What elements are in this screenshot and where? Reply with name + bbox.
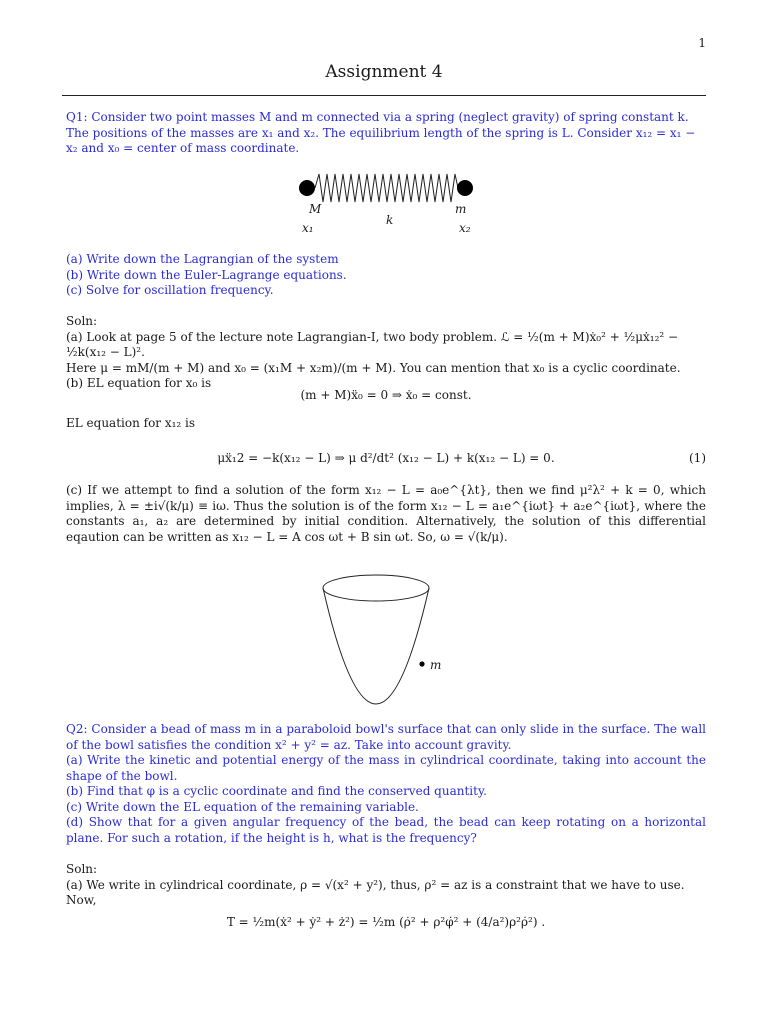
bead-dot bbox=[419, 661, 424, 666]
label-k: k bbox=[386, 213, 394, 227]
spring-diagram bbox=[290, 168, 490, 204]
bowl-rim bbox=[323, 575, 429, 601]
q1-part-c: (c) Solve for oscillation frequency. bbox=[66, 283, 274, 297]
soln1-block bbox=[66, 314, 706, 392]
q1-intro bbox=[66, 110, 706, 157]
soln2-heading: Soln: bbox=[66, 862, 98, 876]
mass-m-dot bbox=[457, 180, 473, 196]
equation-x0: (m + M)ẍ₀ = 0 ⇒ ẋ₀ = const. bbox=[300, 388, 472, 402]
soln1-el-x12: EL equation for x₁₂ is bbox=[66, 416, 196, 430]
page-title: Assignment 4 bbox=[325, 62, 443, 82]
bowl-wall bbox=[323, 588, 429, 704]
q1-part-a: (a) Write down the Lagrangian of the system bbox=[66, 252, 339, 266]
equation-x12: μẍ₁2 = −k(x₁₂ − L) ⇒ μ d²/dt² (x₁₂ − L) + k(x₁₂ − L) = 0. bbox=[217, 451, 555, 465]
soln1-c-text: (c) If we attempt to find a solution of the form x₁₂ − L = a₀e^{λt}, then we find μ²λ² + k = 0, which implies, λ = ±i√(k/μ) ≡ iω. Thus the solution is of the form x₁₂ − L = a₁e^{iωt} + a₂e^{iωt}, where the constants a₁, a₂ are determined by initial condition. Alternatively, the solution of this differential eqaution can be written as x₁₂ − L = A cos ωt + B sin ωt. So, ω = √(k/μ). bbox=[66, 483, 706, 544]
bead-label: m bbox=[430, 658, 442, 672]
mass-M-dot bbox=[299, 180, 315, 196]
q2-part-c: (c) Write down the EL equation of the remaining variable. bbox=[66, 799, 419, 814]
q2-part-d: (d) Show that for a given angular frequency of the bead, the bead can keep rotating on a horizontal plane. For such a rotation, if the height is h, what is the frequency? bbox=[66, 815, 706, 845]
paraboloid-bowl-diagram bbox=[318, 570, 438, 708]
q2-part-b: (b) Find that φ is a cyclic coordinate and find the conserved quantity. bbox=[66, 784, 487, 798]
soln2-a-line: (a) We write in cylindrical coordinate, ρ = √(x² + y²), thus, ρ² = az is a constraint that we have to use. Now, bbox=[66, 877, 685, 907]
soln1-b-line: (b) EL equation for x₀ is bbox=[66, 376, 212, 390]
q2-intro: Q2: Consider a bead of mass m in a paraboloid bowl's surface that can only slide in the surface. The wall of the bowl satisfies the condition x² + y² = az. Take into account gravity. bbox=[66, 722, 706, 752]
label-x1: x₁ bbox=[302, 221, 314, 235]
q2-part-a: (a) Write the kinetic and potential energy of the mass in cylindrical coordinate, taking into account the shape of the bowl. bbox=[66, 753, 706, 783]
label-m: m bbox=[455, 202, 467, 216]
q1-parts bbox=[66, 252, 706, 299]
label-x2: x₂ bbox=[459, 221, 471, 235]
equation-kinetic-energy: T = ½m(ẋ² + ẏ² + ż²) = ½m (ρ̇² + ρ²φ̇² + (4/a²)ρ²ρ̇²) . bbox=[226, 915, 546, 929]
equation-number: (1) bbox=[689, 451, 706, 465]
spring-coil bbox=[315, 174, 458, 202]
q1-intro-text: Q1: Consider two point masses M and m connected via a spring (neglect gravity) of spring constant k. The positions of the masses are x₁ and x₂. The equilibrium length of the spring is L. Consider x₁₂ = x₁ − x₂ and x₀ = center of mass coordinate. bbox=[66, 110, 696, 155]
title-rule bbox=[62, 95, 706, 96]
q1-part-b: (b) Write down the Euler-Lagrange equations. bbox=[66, 267, 347, 282]
soln1-a-line1: (a) Look at page 5 of the lecture note Lagrangian-I, two body problem. ℒ = ½(m + M)ẋ₀² + ½μẋ₁₂² − ½k(x₁₂ − L)². bbox=[66, 329, 679, 359]
soln1-heading: Soln: bbox=[66, 314, 98, 328]
page-number: 1 bbox=[698, 36, 706, 50]
label-M: M bbox=[309, 202, 322, 216]
soln2-block bbox=[66, 862, 706, 909]
soln1-a-line2: Here μ = mM/(m + M) and x₀ = (x₁M + x₂m)/(m + M). You can mention that x₀ is a cyclic coordinate. bbox=[66, 360, 681, 375]
q2-block bbox=[66, 722, 706, 846]
